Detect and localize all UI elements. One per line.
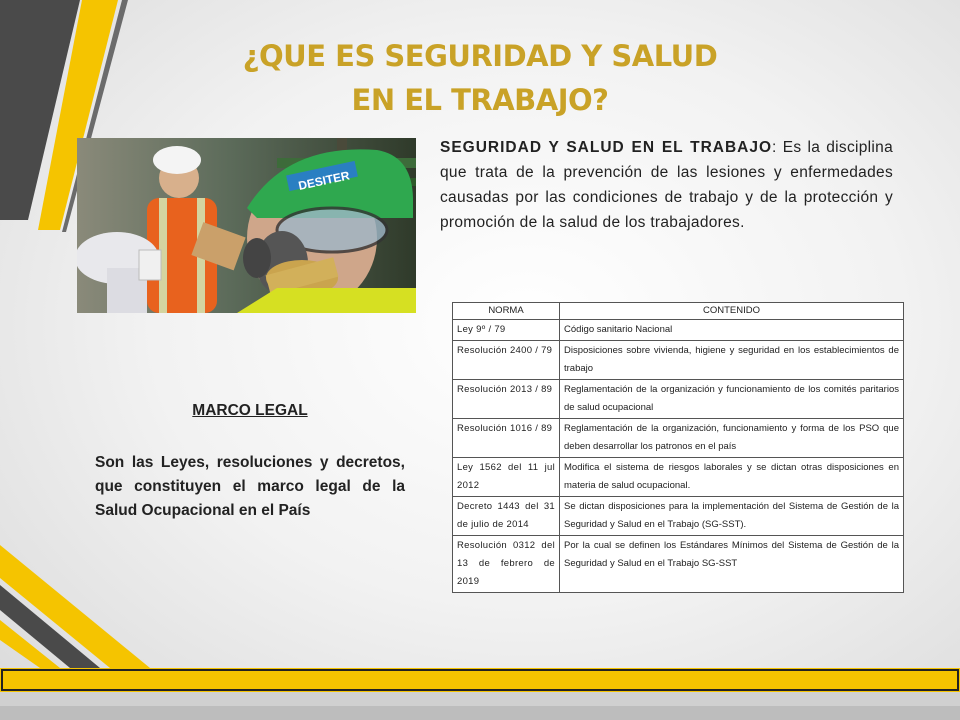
definition-term: SEGURIDAD Y SALUD EN EL TRABAJO (440, 139, 773, 156)
title-line-2: EN EL TRABAJO? (351, 83, 609, 117)
norma-cell: Resolución 0312 del 13 de febrero de 2019 (453, 536, 560, 593)
table-row (453, 536, 904, 593)
table-row (453, 341, 904, 380)
contenido-cell: Disposiciones sobre vivienda, higiene y seguridad en los establecimientos de trabajo (560, 341, 904, 380)
contenido-cell: Se dictan disposiciones para la implementación del Sistema de Gestión de la Seguridad y Salud en el Trabajo (SG-SST). (560, 497, 904, 536)
contenido-cell: Por la cual se definen los Estándares Mínimos del Sistema de Gestión de la Seguridad y Salud en el Trabajo SG-SST (560, 536, 904, 593)
definition-paragraph (440, 135, 893, 235)
table-row (453, 419, 904, 458)
norma-cell: Ley 1562 del 11 jul 2012 (453, 458, 560, 497)
marco-legal-heading: MARCO LEGAL (192, 402, 308, 419)
contenido-cell: Reglamentación de la organización, funcionamiento y forma de los PSO que deben desarrollar los patronos en el país (560, 419, 904, 458)
title-line-1: ¿QUE ES SEGURIDAD Y SALUD (242, 39, 718, 73)
contenido-cell: Reglamentación de la organización y funcionamiento de los comités paritarios de salud ocupacional (560, 380, 904, 419)
norma-cell: Resolución 1016 / 89 (453, 419, 560, 458)
definition-text: : Es la disciplina que trata de la prevención de las lesiones y enfermedades causadas por las condiciones de trabajo y de la protección y promoción de la salud de los trabajadores. (440, 139, 893, 231)
worker-with-respirator-photo (77, 138, 416, 313)
header-norma: NORMA (453, 303, 560, 320)
page-title (180, 34, 780, 122)
table-row (453, 380, 904, 419)
norma-cell: Resolución 2013 / 89 (453, 380, 560, 419)
norma-cell: Ley 9º / 79 (453, 320, 560, 341)
table-row (453, 320, 904, 341)
marco-legal-text: Son las Leyes, resoluciones y decretos, que constituyen el marco legal de la Salud Ocupacional en el País (95, 454, 405, 519)
contenido-cell: Modifica el sistema de riesgos laborales y se dictan otras disposiciones en materia de salud ocupacional. (560, 458, 904, 497)
contenido-cell: Código sanitario Nacional (560, 320, 904, 341)
table-row (453, 458, 904, 497)
norms-table (452, 302, 904, 593)
table-row (453, 497, 904, 536)
helmet-logo: DESITER (297, 168, 351, 193)
header-contenido: CONTENIDO (560, 303, 904, 320)
norma-cell: Resolución 2400 / 79 (453, 341, 560, 380)
norma-cell: Decreto 1443 del 31 de julio de 2014 (453, 497, 560, 536)
table-header-row (453, 303, 904, 320)
